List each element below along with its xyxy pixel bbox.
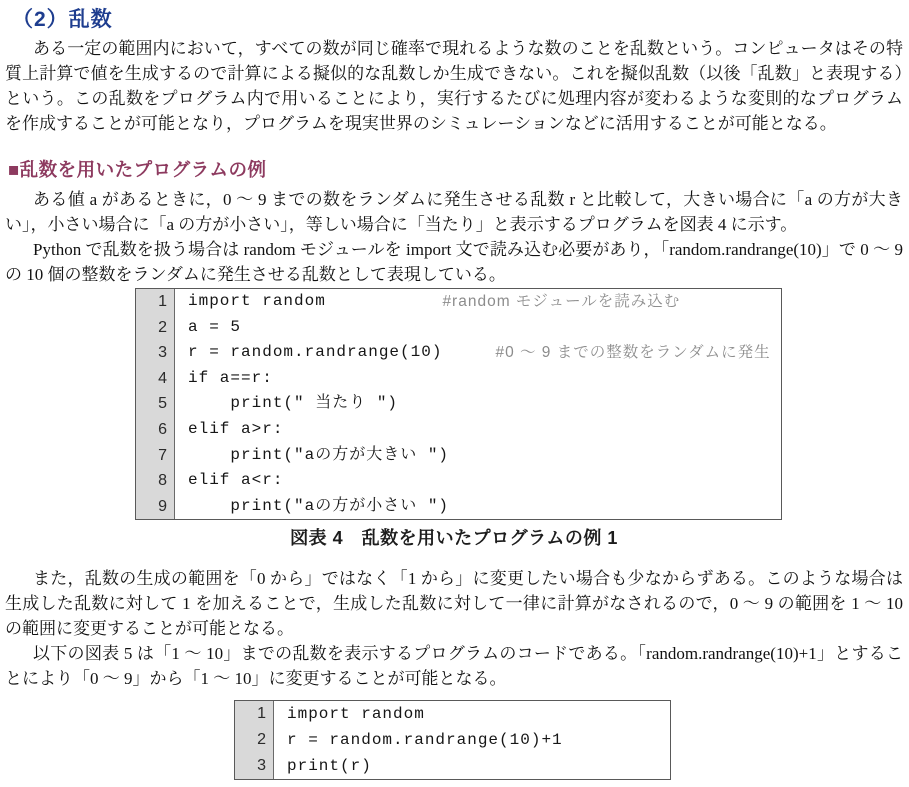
code-text: elif a>r: [188,419,284,438]
line-number: 9 [136,494,175,520]
figure4-caption: 図表 4 乱数を用いたプログラムの例 1 [290,528,618,549]
line-number: 8 [136,468,175,494]
code-text: print(r) [287,757,372,776]
code-text: import random [188,292,443,310]
code-line [136,366,781,392]
code-line [136,494,781,520]
code-text: print(" 当たり ") [188,394,399,413]
code-line [136,468,781,494]
code-text: r = random.randrange(10)+1 [287,731,563,750]
intro-paragraph: ある一定の範囲内において，すべての数が同じ確率で現れるような数のことを乱数という。コンピュータはその特質上計算で値を生成するので計算による擬似的な乱数しか生成できない。これを擬似乱数（以後「乱数」と表現する）という。この乱数をプログラム内で用いることにより，実行するたびに処理内容が変わるような変則的なプログラムを作成することが可能となり，プログラムを現実世界のシミュレーションなどに活用することが可能となる。 [5,39,903,133]
after-figure-paragraph-2: 以下の図表 5 は「1 ～ 10」までの乱数を表示するプログラムのコードである。「random.randrange(10)+1」とすることにより「0 ～ 9」から「1 ～ 10」に変更することが可能となる。 [5,644,903,689]
code-line [235,701,670,727]
code-comment: #random モジュールを読み込む [442,293,681,310]
code-text: print("aの方が小さい ") [188,496,450,515]
code-line [136,443,781,469]
code-line [136,340,781,366]
section-paragraph-1: ある値 a があるときに，0 ～ 9 までの数をランダムに発生させる乱数 r と比較して，大きい場合に「a の方が大きい」，小さい場合に「a の方が小さい」，等しい場合に「当たり」と表示するプログラムを図表 4 に示す。 [5,190,903,234]
line-number: 4 [136,366,175,392]
code-text: elif a<r: [188,471,284,490]
line-number: 6 [136,417,175,443]
line-number: 5 [136,391,175,417]
code-text: if a==r: [188,368,273,387]
figure4-code-block [135,288,782,520]
code-text: import random [287,705,425,724]
code-line [136,391,781,417]
code-line [136,417,781,443]
figure5-code-block [234,700,671,780]
section-heading: ■乱数を用いたプログラムの例 [8,159,267,180]
line-number: 1 [136,289,175,315]
line-number: 2 [136,315,175,341]
code-line [136,289,781,315]
section-paragraph-2: Python で乱数を扱う場合は random モジュールを import 文で読み込む必要があり，「random.randrange(10)」で 0 ～ 9 の 10 個の整数をランダムに発生させる乱数として表現している。 [5,240,903,284]
code-text: r = random.randrange(10) [188,343,496,362]
page-title: （2）乱数 [12,8,113,31]
code-line [235,753,670,779]
code-text: a = 5 [188,317,242,336]
line-number: 2 [235,727,274,753]
code-line [136,315,781,341]
line-number: 3 [235,753,274,779]
code-line [235,727,670,753]
line-number: 7 [136,443,175,469]
line-number: 1 [235,701,274,727]
line-number: 3 [136,340,175,366]
code-text: print("aの方が大きい ") [188,445,450,464]
after-figure-paragraph-1: また，乱数の生成の範囲を「0 から」ではなく「1 から」に変更したい場合も少なからずある。このような場合は生成した乱数に対して 1 を加えることで，生成した乱数に対して一律に計算がなされるので，0 ～ 9 の範囲を 1 ～ 10 の範囲に変更することが可能となる。 [5,569,903,639]
code-comment: #0 ～ 9 までの整数をランダムに発生 [495,344,771,362]
